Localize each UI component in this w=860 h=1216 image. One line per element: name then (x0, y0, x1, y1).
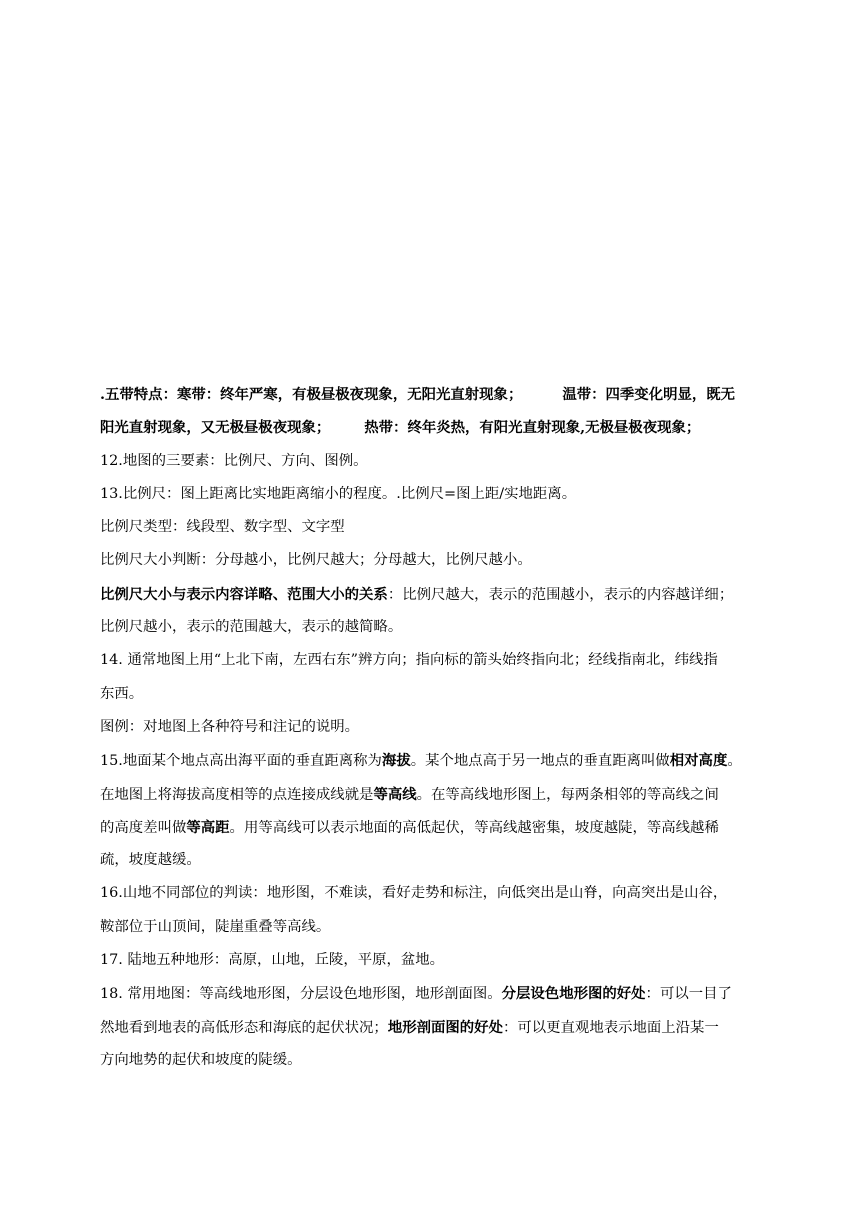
contour-text-a: 在地图上将海拔高度相等的点连接成线就是 (100, 786, 374, 803)
five-zones-line-2 (100, 411, 768, 444)
contour-interval-term: 等高距 (186, 818, 230, 836)
five-zones-temperate-text: 温带：四季变化明显，既无 (562, 386, 736, 403)
five-zones-line-1 (100, 378, 768, 411)
mountain-parts-cont-line: 鞍部位于山顶间，陡崖重叠等高线。 (100, 918, 331, 935)
common-maps-line (100, 977, 768, 1010)
layered-map-benefit-text: ：可以一目了 (645, 986, 732, 1003)
interval-text-a: 的高度差叫做 (100, 819, 187, 836)
landforms-line: 17. 陆地五种地形：高原，山地，丘陵，平原，盆地。 (100, 952, 445, 969)
common-maps-end-line: 方向地势的起伏和坡度的陡缓。 (100, 1051, 302, 1068)
contour-slope-cont-line: 疏，坡度越缓。 (100, 852, 201, 869)
direction-line: 14. 通常地图上用“上北下南，左西右东”辨方向；指向标的箭头始终指向北；经线指南北，纬线指 (100, 652, 718, 669)
five-zones-temperate-cont-text: 阳光直射现象，又无极昼极夜现象； (100, 419, 331, 437)
common-maps-text: 18. 常用地图：等高线地形图，分层设色地形图，地形剖面图。 (100, 986, 502, 1003)
scale-relation-text: ：比例尺越大，表示的范围越小，表示的内容越详细； (387, 586, 734, 603)
scale-definition-line: 13.比例尺：图上距离比实地距离缩小的程度。.比例尺=图上距/实地距离。 (100, 485, 577, 502)
altitude-term: 海拔 (381, 752, 411, 770)
altitude-text-b: 。某个地点高于另一地点的垂直距离叫做 (410, 753, 670, 770)
five-zones-frigid-text: .五带特点：寒带：终年严寒，有极昼极夜现象，无阳光直射现象； (100, 386, 523, 403)
common-maps-cont-line (100, 1011, 768, 1044)
map-elements-line: 12.地图的三要素：比例尺、方向、图例。 (100, 452, 368, 469)
legend-definition-line: 图例：对地图上各种符号和注记的说明。 (100, 718, 360, 735)
scale-types-line: 比例尺类型：线段型、数字型、文字型 (100, 519, 345, 536)
scale-relation-heading: 比例尺大小与表示内容详略、范围大小的关系 (100, 585, 388, 603)
altitude-line (100, 744, 768, 777)
contour-text-b: 。在等高线地形图上，每两条相邻的等高线之间 (416, 786, 719, 803)
five-zones-tropical-text: 热带：终年炎热，有阳光直射现象,无极昼极夜现象； (364, 419, 701, 437)
interval-text-b: 。用等高线可以表示地面的高低起伏，等高线越密集，坡度越陡，等高线越稀 (229, 819, 719, 836)
scale-judgement-line: 比例尺大小判断：分母越小，比例尺越大；分母越大，比例尺越小。 (100, 552, 532, 569)
layered-map-benefit-term: 分层设色地形图的好处 (501, 985, 646, 1003)
scale-relation-line (100, 578, 768, 611)
direction-cont-line: 东西。 (100, 685, 144, 702)
profile-map-benefit-term: 地形剖面图的好处 (387, 1018, 503, 1036)
scale-relation-cont-line: 比例尺越小，表示的范围越大，表示的越简略。 (100, 619, 403, 636)
altitude-text-a: 15.地面某个地点高出海平面的垂直距离称为 (100, 753, 382, 770)
relative-height-term: 相对高度 (669, 752, 728, 770)
contour-term: 等高线 (373, 785, 417, 803)
document-body (100, 378, 768, 1077)
profile-map-benefit-text: ：可以更直观地表示地面上沿某一 (502, 1019, 719, 1036)
contour-interval-line (100, 811, 768, 844)
altitude-text-end: 。 (727, 753, 742, 770)
mountain-parts-line: 16.山地不同部位的判读：地形图，不难读，看好走势和标注，向低突出是山脊，向高突出是山谷， (100, 885, 728, 902)
contour-line-def-line (100, 778, 768, 811)
layered-map-cont-text: 然地看到地表的高低形态和海底的起伏状况； (100, 1019, 388, 1036)
